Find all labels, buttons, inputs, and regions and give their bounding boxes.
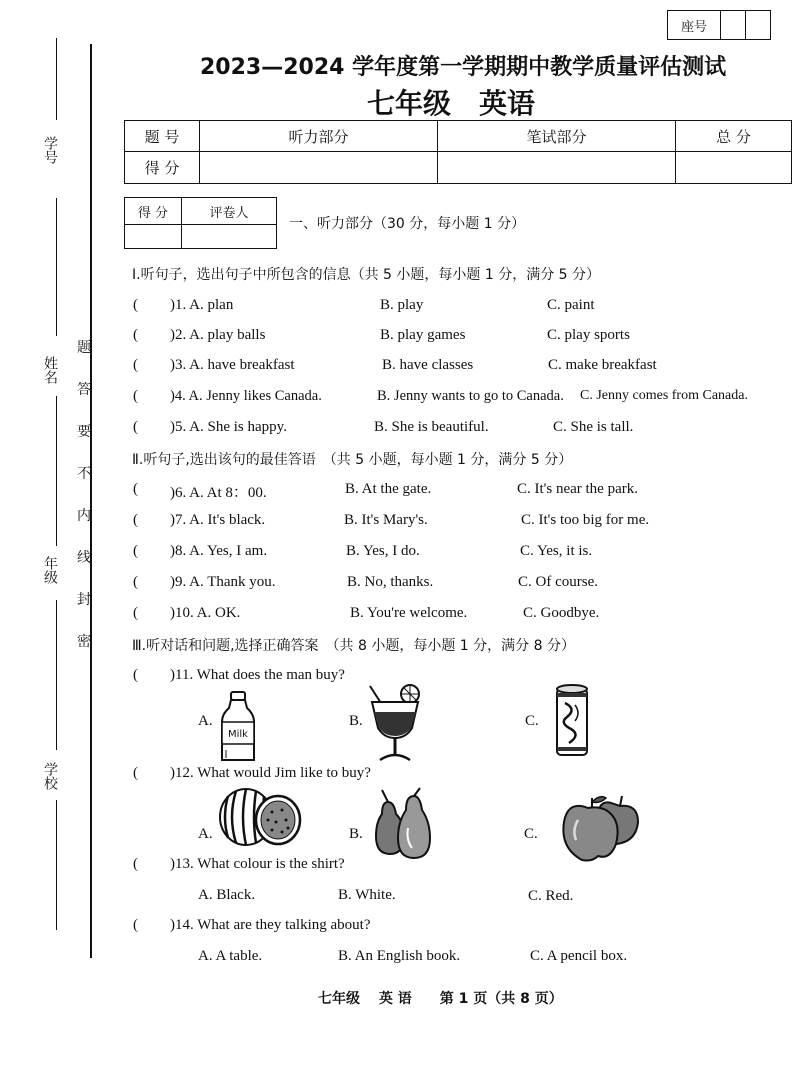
question-option-c: C. Jenny comes from Canada. <box>580 388 748 403</box>
writing-score-cell[interactable] <box>438 152 676 184</box>
question-option-c: C. make breakfast <box>548 357 657 373</box>
question-option-b: B. No, thanks. <box>347 574 434 590</box>
question-option-a: )10. A. OK. <box>170 605 241 621</box>
exam-subtitle: 七年级 英语 <box>367 87 536 120</box>
seal-char: 封 <box>77 592 91 608</box>
question-option-c: C. paint <box>547 297 595 313</box>
question-text: )12. What would Jim like to buy? <box>170 765 371 781</box>
milk-label: Milk <box>228 729 248 740</box>
pears-icon <box>372 788 434 860</box>
picture-option-b-label: B. <box>349 826 363 842</box>
student-id-label: 学号 <box>42 136 58 164</box>
question-option-a: )1. A. plan <box>170 297 234 313</box>
question-option-c: C. She is tall. <box>553 419 634 435</box>
apples-icon <box>558 794 642 864</box>
seal-char: 不 <box>77 466 91 482</box>
grade-label: 年级 <box>42 556 58 584</box>
answer-bracket[interactable]: ( <box>133 605 138 621</box>
binding-line <box>90 44 92 958</box>
listening-score-cell[interactable] <box>200 152 438 184</box>
question-option-a: )3. A. have breakfast <box>170 357 295 373</box>
answer-bracket[interactable]: ( <box>133 917 138 933</box>
picture-option-a-label: A. <box>198 713 213 729</box>
question-option-c: C. Red. <box>528 888 574 904</box>
name-underline <box>56 198 57 336</box>
question-option-a: A. Black. <box>198 887 256 903</box>
question-text: )14. What are they talking about? <box>170 917 371 933</box>
question-option-b: B. An English book. <box>338 948 461 964</box>
answer-bracket[interactable]: ( <box>133 388 138 404</box>
question-option-c: C. Yes, it is. <box>520 543 593 559</box>
question-option-a: )7. A. It's black. <box>170 512 266 528</box>
picture-option-c-label: C. <box>525 713 539 729</box>
answer-bracket[interactable]: ( <box>133 419 138 435</box>
seal-char: 密 <box>77 634 91 650</box>
question-option-b: B. play <box>380 297 424 313</box>
grader-name-cell[interactable] <box>182 225 277 249</box>
question-option-b: B. She is beautiful. <box>374 419 489 435</box>
school-label: 学校 <box>42 762 58 790</box>
seat-number-cell[interactable] <box>746 11 771 40</box>
score-table <box>124 120 792 184</box>
question-text: )13. What colour is the shirt? <box>170 856 345 872</box>
answer-bracket[interactable]: ( <box>133 327 138 343</box>
grader-box <box>124 197 277 249</box>
seal-char: 答 <box>77 382 91 398</box>
seal-char: 题 <box>77 340 91 356</box>
question-option-b: B. play games <box>380 327 466 343</box>
seal-char: 要 <box>77 424 91 440</box>
question-option-a: )9. A. Thank you. <box>170 574 276 590</box>
school-underline <box>56 600 57 750</box>
seal-char: 内 <box>77 508 91 524</box>
score-table-header: 听力部分 <box>200 121 438 152</box>
grader-score-label: 得 分 <box>125 198 182 225</box>
answer-bracket[interactable]: ( <box>133 667 138 683</box>
picture-option-a-label: A. <box>198 826 213 842</box>
question-option-b: B. Yes, I do. <box>346 543 420 559</box>
question-option-c: C. It's too big for me. <box>521 512 650 528</box>
exam-title: 2023—2024 学年度第一学期期中教学质量评估测试 <box>200 55 727 80</box>
picture-option-b-label: B. <box>349 713 363 729</box>
answer-bracket[interactable]: ( <box>133 481 138 497</box>
picture-option-c-label: C. <box>524 826 538 842</box>
question-option-a: )5. A. She is happy. <box>170 419 287 435</box>
score-table-header: 题 号 <box>125 121 200 152</box>
milk-bottle-icon <box>220 690 256 764</box>
extra-underline <box>56 800 57 930</box>
question-option-b: B. At the gate. <box>345 481 432 497</box>
question-option-a: )6. A. At 8：00. <box>170 485 267 501</box>
score-table-row-label: 得 分 <box>125 152 200 184</box>
student-id-underline <box>56 38 57 120</box>
grade-underline <box>56 396 57 546</box>
question-option-b: B. have classes <box>382 357 474 373</box>
question-text: )11. What does the man buy? <box>170 667 345 683</box>
seat-number-label: 座号 <box>668 11 721 40</box>
question-option-b: B. You're welcome. <box>350 605 468 621</box>
answer-bracket[interactable]: ( <box>133 765 138 781</box>
question-option-c: C. play sports <box>547 327 630 343</box>
answer-bracket[interactable]: ( <box>133 357 138 373</box>
grader-name-label: 评卷人 <box>182 198 277 225</box>
question-option-a: A. A table. <box>198 948 263 964</box>
answer-bracket[interactable]: ( <box>133 574 138 590</box>
name-label: 姓名 <box>42 356 58 384</box>
page-footer: 七年级 英 语 第 1 页（共 8 页） <box>318 991 563 1007</box>
juice-glass-icon <box>366 684 424 764</box>
answer-bracket[interactable]: ( <box>133 543 138 559</box>
question-option-c: C. Goodbye. <box>523 605 600 621</box>
question-option-c: C. Of course. <box>518 574 598 590</box>
score-table-header: 笔试部分 <box>438 121 676 152</box>
section-title: I.听句子，选出句子中所包含的信息（共 5 小题，每小题 1 分，满分 5 分） <box>132 267 601 283</box>
question-option-b: B. It's Mary's. <box>344 512 428 528</box>
score-table-header: 总 分 <box>676 121 792 152</box>
total-score-cell[interactable] <box>676 152 792 184</box>
section-title: Ⅲ.听对话和问题,选择正确答案 （共 8 小题，每小题 1 分，满分 8 分） <box>132 638 575 654</box>
answer-bracket[interactable]: ( <box>133 297 138 313</box>
question-option-b: B. White. <box>338 887 396 903</box>
question-option-a: )8. A. Yes, I am. <box>170 543 268 559</box>
seal-char: 线 <box>77 550 91 566</box>
question-option-a: )4. A. Jenny likes Canada. <box>170 388 322 404</box>
question-option-b: B. Jenny wants to go to Canada. <box>377 388 564 404</box>
grader-score-cell[interactable] <box>125 225 182 249</box>
question-option-c: C. It's near the park. <box>517 481 638 497</box>
seat-number-box <box>667 10 771 40</box>
answer-bracket[interactable]: ( <box>133 856 138 872</box>
part-one-title: 一、听力部分（30 分，每小题 1 分） <box>289 216 526 232</box>
section-title: Ⅱ.听句子,选出该句的最佳答语 （共 5 小题，每小题 1 分，满分 5 分） <box>132 452 573 468</box>
answer-bracket[interactable]: ( <box>133 512 138 528</box>
question-option-c: C. A pencil box. <box>530 948 628 964</box>
watermelon-icon <box>218 786 302 848</box>
soda-can-icon <box>555 683 589 759</box>
question-option-a: )2. A. play balls <box>170 327 266 343</box>
seat-number-cell[interactable] <box>721 11 746 40</box>
